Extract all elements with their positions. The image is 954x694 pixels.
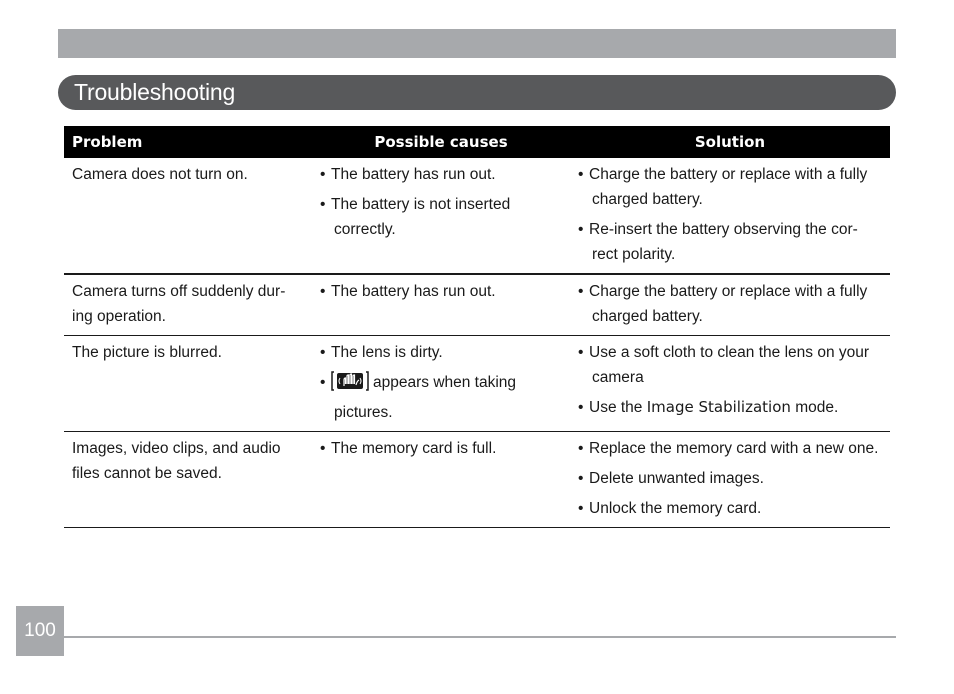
image-stabilization-term: Image Stabilization bbox=[646, 398, 791, 416]
solution-item: • Charge the battery or replace with a fully charged battery. bbox=[578, 166, 868, 208]
solution-cell bbox=[570, 336, 890, 432]
footer-rule bbox=[64, 636, 896, 638]
page-number: 100 bbox=[24, 620, 56, 641]
cause-item: • The battery has run out. bbox=[320, 166, 496, 183]
solution-item: • Unlock the memory card. bbox=[578, 500, 762, 517]
solution-item: • Use the Image Stabilization mode. bbox=[578, 398, 839, 416]
cause-item: • appears when taking pictures. bbox=[320, 370, 562, 425]
problem-cell: Camera turns off suddenly dur-ing operation. bbox=[64, 274, 312, 336]
causes-cell bbox=[312, 432, 570, 528]
problem-cell: The picture is blurred. bbox=[64, 336, 312, 432]
problem-cell: Camera does not turn on. bbox=[64, 158, 312, 274]
causes-cell bbox=[312, 336, 570, 432]
cause-item: • The lens is dirty. bbox=[320, 344, 443, 361]
solution-item: • Use a soft cloth to clean the lens on your camera bbox=[578, 344, 870, 386]
table-row bbox=[64, 158, 890, 274]
causes-cell bbox=[312, 274, 570, 336]
cause-item: • The memory card is full. bbox=[320, 440, 497, 457]
table-row bbox=[64, 336, 890, 432]
header-possible-causes: Possible causes bbox=[312, 126, 570, 158]
problem-cell: Images, video clips, and audio files cannot be saved. bbox=[64, 432, 312, 528]
table-row bbox=[64, 274, 890, 336]
solution-item: • Replace the memory card with a new one. bbox=[578, 440, 879, 457]
header-solution: Solution bbox=[570, 126, 890, 158]
table-row bbox=[64, 432, 890, 528]
section-title: Troubleshooting bbox=[74, 79, 236, 105]
causes-cell bbox=[312, 158, 570, 274]
top-band bbox=[58, 29, 896, 58]
page-number-box bbox=[16, 606, 64, 656]
solution-item: • Delete unwanted images. bbox=[578, 470, 764, 487]
table-header-row bbox=[64, 126, 890, 158]
header-problem: Problem bbox=[64, 126, 312, 158]
cause-item: • The battery is not inserted correctly. bbox=[320, 196, 511, 238]
section-header bbox=[58, 75, 896, 110]
solution-cell bbox=[570, 274, 890, 336]
solution-item: • Re-insert the battery observing the cor-rect polarity. bbox=[578, 221, 858, 263]
camera-shake-icon bbox=[331, 370, 369, 400]
troubleshooting-table bbox=[64, 126, 890, 528]
cause-item: • The battery has run out. bbox=[320, 283, 496, 300]
solution-item: • Charge the battery or replace with a fully charged battery. bbox=[578, 283, 868, 325]
solution-cell bbox=[570, 158, 890, 274]
solution-cell bbox=[570, 432, 890, 528]
